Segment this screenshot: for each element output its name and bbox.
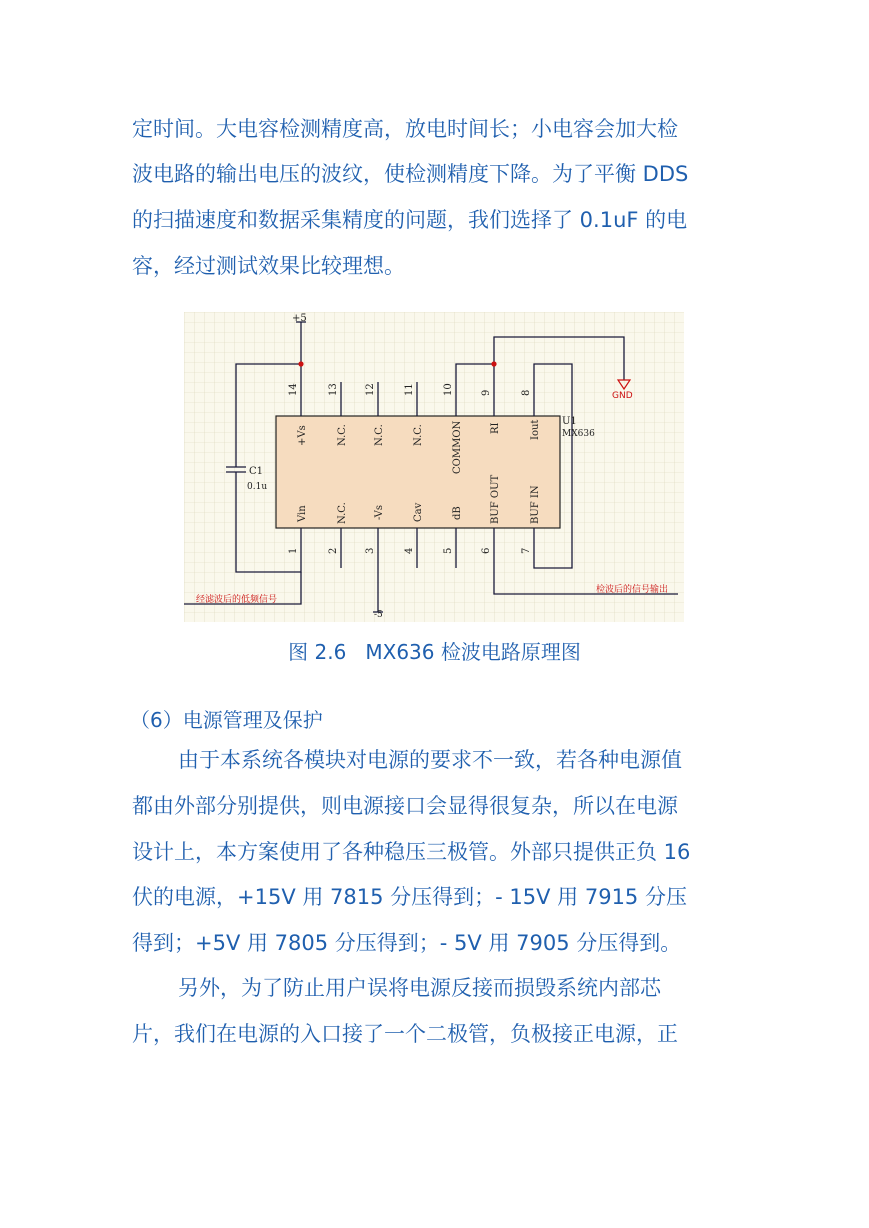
pin-name: Vin — [297, 505, 308, 522]
pin-name: N.C. — [374, 424, 385, 446]
pin-name: +Vs — [297, 425, 308, 446]
text-line: 得到；+5V 用 7805 分压得到；- 5V 用 7905 分压得到。 — [132, 931, 682, 955]
pin-number: 6 — [481, 547, 492, 554]
text-line: 片，我们在电源的入口接了一个二极管，负极接正电源，正 — [132, 1022, 678, 1046]
text-line: 都由外部分别提供，则电源接口会显得很复杂，所以在电源 — [132, 794, 678, 818]
pin-name: Cav — [413, 502, 424, 522]
input-signal-label: 经滤波后的低频信号 — [196, 595, 278, 605]
text-line: 由于本系统各模块对电源的要求不一致，若各种电源值 — [178, 748, 682, 772]
pin-number: 8 — [521, 389, 532, 396]
chip-ref: U1 — [562, 416, 577, 427]
text-line: 伏的电源，+15V 用 7815 分压得到；- 15V 用 7915 分压 — [132, 885, 687, 909]
cap-value: 0.1u — [247, 482, 268, 492]
pin-number: 1 — [288, 547, 299, 554]
text-line: 的扫描速度和数据采集精度的问题，我们选择了 0.1uF 的电 — [132, 208, 688, 232]
pin-name: N.C. — [337, 502, 348, 524]
section-heading: （6）电源管理及保护 — [130, 708, 323, 732]
pin-number: 10 — [443, 383, 454, 396]
pin-name: BUF IN — [530, 485, 541, 524]
chip-part: MX636 — [562, 429, 595, 439]
pin-name: -Vs — [374, 504, 385, 520]
mx636-schematic — [184, 312, 684, 622]
pin-name: BUF OUT — [490, 474, 501, 524]
power-pos-label: +5 — [292, 313, 307, 324]
pin-number: 13 — [328, 383, 339, 396]
pin-name: N.C. — [337, 424, 348, 446]
text-line: 波电路的输出电压的波纹，使检测精度下降。为了平衡 DDS — [132, 162, 689, 186]
pin-number: 4 — [404, 547, 415, 554]
text-line: 容，经过测试效果比较理想。 — [132, 254, 405, 278]
pin-name: N.C. — [413, 424, 424, 446]
power-neg-label: -5 — [374, 610, 383, 620]
gnd-label: GND — [612, 391, 633, 401]
pin-number: 3 — [365, 547, 376, 554]
pin-name: Iout — [530, 419, 541, 440]
pin-number: 2 — [328, 547, 339, 554]
figure-caption: 图 2.6 MX636 检波电路原理图 — [288, 640, 581, 664]
pin-number: 12 — [365, 383, 376, 396]
pin-number: 14 — [288, 383, 299, 396]
text-line: 另外，为了防止用户误将电源反接而损毁系统内部芯 — [178, 976, 661, 1000]
pin-number: 9 — [481, 389, 492, 396]
pin-name: COMMON — [452, 420, 463, 474]
pin-number: 11 — [404, 383, 415, 396]
text-line: 定时间。大电容检测精度高，放电时间长；小电容会加大检 — [132, 117, 678, 141]
pin-name: RI — [490, 422, 501, 434]
cap-ref: C1 — [249, 466, 264, 477]
text-line: 设计上，本方案使用了各种稳压三极管。外部只提供正负 16 — [132, 840, 691, 864]
pin-number: 7 — [521, 547, 532, 554]
pin-number: 5 — [443, 547, 454, 554]
pin-name: dB — [452, 506, 463, 520]
output-signal-label: 检波后的信号输出 — [596, 585, 669, 595]
